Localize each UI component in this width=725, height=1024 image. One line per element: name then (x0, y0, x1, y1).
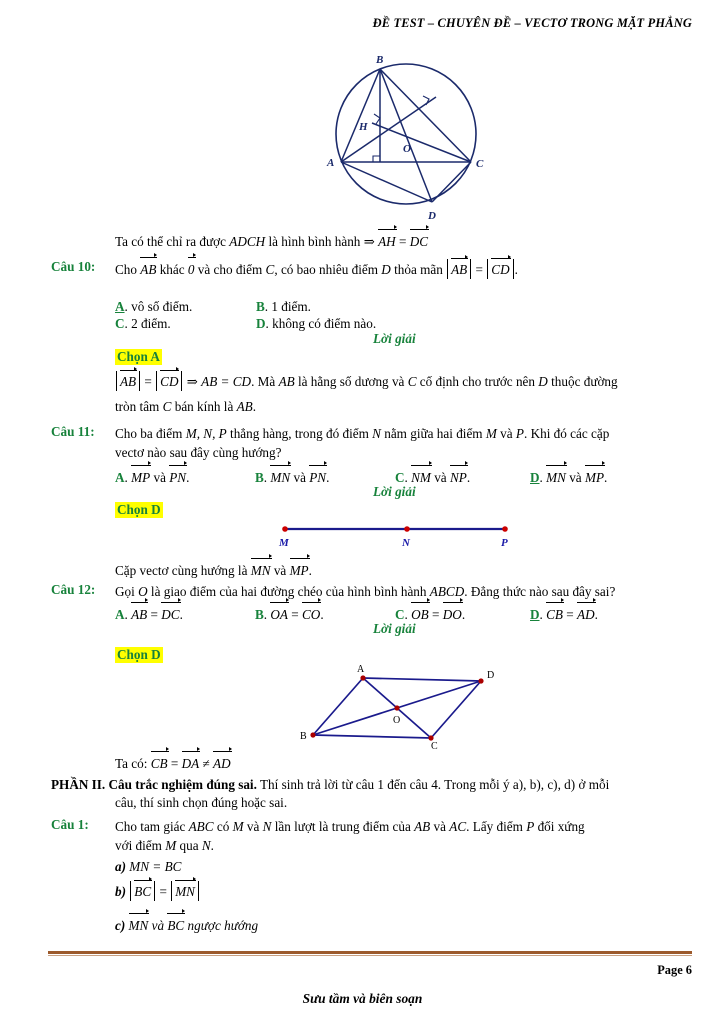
question-label-part2-cau-1: Câu 1: (51, 817, 89, 832)
q10-chosen-answer: Chọn A (117, 349, 160, 364)
intro-paragraph (115, 231, 675, 252)
q12-option-B-end: . (320, 607, 324, 622)
q11-option-B-end: . (326, 470, 330, 485)
q11-option-C-end: . (466, 470, 471, 485)
q11-p2: thẳng hàng, trong đó điểm (230, 426, 369, 441)
q10-abs-AB (447, 259, 471, 279)
q10-option-B-dot: . (264, 299, 269, 314)
q10-abs-CD (487, 259, 513, 279)
p2q1-point-N: N (262, 819, 272, 834)
p2q1-l2-p1: với điểm (115, 838, 162, 853)
q10-option-A-letter: A (115, 299, 125, 314)
intro-vector-AH: AH (378, 231, 396, 252)
q11-option-B-letter: B (255, 470, 264, 485)
q12-concl-neq: ≠ (202, 756, 210, 771)
intro-text-before: Ta có thể chỉ ra được (115, 234, 226, 249)
q12-p1: Gọi (115, 584, 135, 599)
q11-concl-vec2: MP (290, 560, 309, 581)
q10-sol2-a: tròn tâm (115, 399, 160, 414)
q12-option-C-dot: . (404, 607, 408, 622)
question-label-cau-10: Câu 10: (51, 259, 96, 274)
question-10-stem (115, 259, 675, 280)
p2q1-p7: đối xứng (537, 819, 585, 834)
document-header-title: ĐỀ TEST – CHUYÊN ĐỀ – VECTƠ TRONG MẶT PHẲNG (372, 16, 692, 30)
q11-chosen-answer: Chọn D (117, 502, 161, 517)
q10-option-D-dot: . (265, 316, 269, 331)
point-label-M: M (279, 537, 289, 549)
q11-point-N: N (372, 426, 381, 441)
q12-option-B-vec2: CO (302, 604, 320, 625)
q10-eq: = (475, 262, 483, 277)
q11-p3: nằm giữa hai điểm (384, 426, 483, 441)
q10-sol-eq: = (144, 374, 152, 389)
item-b-vec-BC: BC (134, 881, 151, 901)
q12-option-A-vec1: AB (131, 604, 147, 625)
circle-with-inscribed-points-figure (310, 52, 520, 224)
q11-option-B-vec2: PN (309, 467, 326, 488)
q12-option-B-eq: = (291, 607, 299, 622)
q10-abs-CD-inner: CD (491, 259, 509, 279)
q12-option-B-vec1: OA (270, 604, 288, 625)
p2q1-p6: . Lấy điểm (466, 819, 523, 834)
p2q1-seg-AB: AB (414, 819, 431, 834)
q12-conclusion (115, 753, 231, 774)
q10-option-C-text: 2 điểm. (131, 316, 171, 331)
q11-option-D-vec1: MN (546, 467, 566, 488)
q12-option-D-vec2: AD (577, 604, 595, 625)
q12-option-D-end: . (594, 607, 598, 622)
q10-sol2-C: C (162, 399, 172, 414)
vertex-label-B: B (300, 731, 307, 742)
part2-q1-item-b[interactable] (115, 881, 200, 902)
footer-divider-rule-secondary (48, 955, 692, 956)
q10-option-B-letter: B (256, 299, 265, 314)
q12-option-C-end: . (461, 607, 466, 622)
item-b-marker: b) (115, 884, 126, 899)
q12-option-D-letter: D (530, 607, 540, 622)
question-label-cau-11: Câu 11: (51, 424, 95, 439)
q10-sol-abs-CD (156, 371, 182, 391)
part2-line1-rest: Thí sinh trả lời từ câu 1 đến câu 4. Trong mỗi ý a), b), c), d) ở mỗi (259, 777, 610, 792)
item-c-vec-BC: BC (167, 915, 184, 936)
q11-option-D-dot: . (539, 470, 543, 485)
q11-concl-vec1: MN (251, 560, 271, 581)
q10-sol-rest: AB = CD (201, 374, 252, 389)
point-dot-P (502, 526, 508, 532)
q11-option-D-end: . (604, 470, 608, 485)
q10-stem-p2: khác (159, 262, 185, 277)
q10-point-C: C (265, 262, 275, 277)
p2q1-p5: và (433, 819, 446, 834)
q10-sol-tail: . Mà (251, 374, 276, 389)
intro-shape: ADCH (229, 234, 266, 249)
p2q1-l2-M: M (165, 838, 177, 853)
q11-p5: . Khi đó các cặp (523, 426, 610, 441)
circle-point-label-O: O (403, 143, 411, 155)
q10-stem-p5: thỏa mãn (394, 262, 443, 277)
item-b-vec-MN: MN (175, 881, 195, 901)
q10-sol-C: C (407, 374, 417, 389)
q12-chosen-answer: Chọn D (117, 647, 161, 662)
p2q1-triangle-ABC: ABC (188, 819, 214, 834)
q12-option-A-letter: A (115, 607, 125, 622)
q11-option-A-conj: và (153, 470, 166, 485)
q12-concl-vec2: DA (182, 753, 200, 774)
q12-option-B-letter: B (255, 607, 264, 622)
intro-equals: = (398, 234, 407, 249)
q11-option-A-vec2: PN (169, 467, 186, 488)
q12-option-C-eq: = (432, 607, 440, 622)
p2q1-l2-p2: qua (179, 838, 199, 853)
q10-option-D-text: không có điểm nào. (272, 316, 377, 331)
q11-option-C-letter: C (395, 470, 405, 485)
q10-point-D: D (381, 262, 391, 277)
q10-option-C-dot: . (124, 316, 128, 331)
part2-line2: câu, thí sinh chọn đúng hoặc sai. (115, 795, 288, 810)
q10-sol-implies: ⇒ (186, 374, 198, 389)
item-c-vec-MN: MN (129, 915, 149, 936)
q11-p1: Cho ba điểm (115, 426, 183, 441)
part2-heading-line (51, 775, 681, 795)
q10-sol-abs-AB (116, 371, 140, 391)
part2-q1-item-a[interactable] (115, 857, 181, 877)
footer-credit: Sưu tầm và biên soạn (302, 991, 423, 1006)
q10-sol-abs-AB-inner: AB (120, 371, 136, 391)
q12-solution-heading: Lời giải (373, 621, 416, 636)
q10-sol-tail3: cố định cho trước nên (419, 374, 535, 389)
q11-option-D-conj: và (569, 470, 582, 485)
p2q1-l2-p3: . (210, 838, 214, 853)
p2q1-point-M: M (232, 819, 244, 834)
q11-option-A[interactable] (115, 467, 189, 488)
circle-point-label-B: B (376, 54, 384, 66)
q12-option-C-letter: C (395, 607, 405, 622)
question-11-stem-line2: vectơ nào sau đây cùng hướng? (115, 445, 282, 460)
item-a-text: MN = BC (129, 859, 182, 874)
point-label-N: N (402, 537, 410, 549)
q10-option-C[interactable] (115, 314, 171, 334)
q11-option-C-vec1: NM (411, 467, 431, 488)
item-b-eq: = (159, 884, 167, 899)
q12-option-B-dot: . (263, 607, 268, 622)
circle-point-label-D: D (428, 210, 436, 222)
q12-option-A-end: . (179, 607, 183, 622)
q10-option-A-text: vô số điểm. (131, 299, 193, 314)
q11-point-P: P (515, 426, 524, 441)
q10-sol-D: D (538, 374, 548, 389)
circle-point-label-C: C (476, 158, 484, 170)
q10-option-D-letter: D (256, 316, 266, 331)
q11-p4: và (500, 426, 513, 441)
q10-option-C-letter: C (115, 316, 125, 331)
q11-option-C-vec2: NP (450, 467, 467, 488)
p2q1-p1: Cho tam giác (115, 819, 186, 834)
q11-option-B[interactable] (255, 467, 329, 488)
question-11-stem-line1 (115, 424, 685, 444)
q12-p3: . Đẳng thức nào sau đây sai? (464, 584, 616, 599)
q12-option-A[interactable] (115, 604, 183, 625)
q11-option-D[interactable] (530, 467, 607, 488)
collinear-points-figure (255, 521, 515, 553)
q11-option-B-conj: và (293, 470, 306, 485)
item-b-abs-MN (171, 881, 199, 901)
q12-option-A-eq: = (150, 607, 158, 622)
q10-stem-p1: Cho (115, 262, 137, 277)
q11-solution-heading: Lời giải (373, 484, 416, 499)
q12-concl-p1: Ta có: (115, 756, 148, 771)
circle-point-label-A: A (327, 157, 335, 169)
intro-text-mid: là hình bình hành (268, 234, 361, 249)
q10-stem-p6: . (514, 262, 518, 277)
q11-option-B-dot: . (263, 470, 268, 485)
intro-vector-DC: DC (410, 231, 428, 252)
p2q1-p2: có (216, 819, 230, 834)
item-c-tail: ngược hướng (187, 918, 259, 933)
q11-option-B-vec1: MN (270, 467, 290, 488)
point-dot-N (404, 526, 410, 532)
q12-option-D-dot: . (539, 607, 543, 622)
q10-vector-AB: AB (140, 259, 156, 280)
vertex-dot-C (428, 735, 433, 740)
q11-concl-p1: Cặp vectơ cùng hướng là (115, 563, 248, 578)
q10-sol-tail4: thuộc đường (551, 374, 618, 389)
q12-option-A-vec2: DC (161, 604, 179, 625)
q12-option-B[interactable] (255, 604, 324, 625)
q12-option-D-vec1: CB (546, 604, 563, 625)
q12-option-C-vec1: OB (411, 604, 429, 625)
question-12-stem (115, 582, 685, 602)
vertex-label-D: D (487, 670, 495, 681)
q10-option-B-text: 1 điểm. (271, 299, 311, 314)
q10-solution-line-1 (115, 371, 677, 392)
vertex-dot-D (478, 678, 483, 683)
q11-option-D-vec2: MP (585, 467, 604, 488)
q11-option-A-dot: . (124, 470, 128, 485)
q10-sol-abs-CD-inner: CD (160, 371, 178, 391)
q10-stem-p3: và cho điểm (197, 262, 263, 277)
center-label-O: O (393, 715, 401, 726)
vertex-dot-B (310, 732, 315, 737)
footer-divider-rule (48, 951, 692, 954)
q11-point-M: M (485, 426, 497, 441)
point-label-P: P (501, 537, 508, 549)
item-c-conj: và (151, 918, 165, 933)
p2q1-p3: và (246, 819, 260, 834)
p2q1-p4: lần lượt là trung điểm của (274, 819, 411, 834)
q10-sol2-AB: AB (236, 399, 253, 414)
right-angle-marks (373, 96, 429, 162)
q11-points: M, N, P (185, 426, 227, 441)
circle-point-label-H: H (359, 121, 368, 133)
q10-sol2-b: bán kính là (174, 399, 234, 414)
q10-option-A-dot: . (124, 299, 128, 314)
q10-option-D[interactable] (256, 314, 376, 334)
part2-title: PHẦN II. Câu trắc nghiệm đúng sai. (51, 777, 257, 792)
part2-q1-stem-line2 (115, 836, 214, 856)
q12-concl-eq: = (170, 756, 179, 771)
q10-sol2-end: . (252, 399, 257, 414)
q10-sol-AB: AB (278, 374, 295, 389)
q12-option-D-eq: = (566, 607, 574, 622)
q10-stem-p4: , có bao nhiêu điểm (274, 262, 378, 277)
item-c-marker: c) (115, 918, 126, 933)
q11-option-A-vec1: MP (131, 467, 150, 488)
q12-option-C-vec2: DO (443, 604, 462, 625)
q12-option-A-dot: . (124, 607, 128, 622)
q11-option-A-letter: A (115, 470, 125, 485)
q11-option-C-dot: . (404, 470, 408, 485)
q10-solution-line-2 (115, 397, 256, 417)
question-label-cau-12: Câu 12: (51, 582, 96, 597)
p2q1-seg-AC: AC (449, 819, 467, 834)
q11-option-D-letter: D (530, 470, 540, 485)
p2q1-point-P: P (526, 819, 535, 834)
part2-q1-stem-line1 (115, 817, 690, 837)
vertex-dot-A (360, 675, 365, 680)
item-b-abs-BC (130, 881, 155, 901)
q12-concl-vec3: AD (213, 753, 231, 774)
point-dot-M (282, 526, 288, 532)
intro-implies: ⇒ (363, 234, 375, 249)
inscribed-segments (341, 69, 471, 202)
q12-parallelogram-name: ABCD (429, 584, 465, 599)
page-number: Page 6 (657, 963, 692, 977)
p2q1-l2-N: N (201, 838, 211, 853)
q10-vector-zero: 0 (188, 259, 195, 280)
q11-option-A-end: . (186, 470, 190, 485)
q12-point-O: O (138, 584, 148, 599)
q12-option-D[interactable] (530, 604, 598, 625)
q12-p2: là giao điểm của hai đường chéo của hình bình hành (150, 584, 427, 599)
q11-concl-end: . (308, 563, 312, 578)
q11-option-C-conj: và (434, 470, 447, 485)
part2-q1-item-c[interactable] (115, 915, 258, 936)
item-a-marker: a) (115, 859, 126, 874)
q10-solution-heading: Lời giải (373, 331, 416, 346)
q12-concl-vec1: CB (151, 753, 168, 774)
center-dot-O (394, 705, 399, 710)
vertex-label-A: A (357, 664, 365, 675)
q10-abs-AB-inner: AB (451, 259, 467, 279)
parallelogram-figure (283, 663, 513, 752)
q11-concl-conj: và (273, 563, 287, 578)
q11-conclusion (115, 560, 312, 581)
vertex-label-C: C (431, 741, 438, 752)
q10-sol-tail2: là hằng số dương và (297, 374, 405, 389)
